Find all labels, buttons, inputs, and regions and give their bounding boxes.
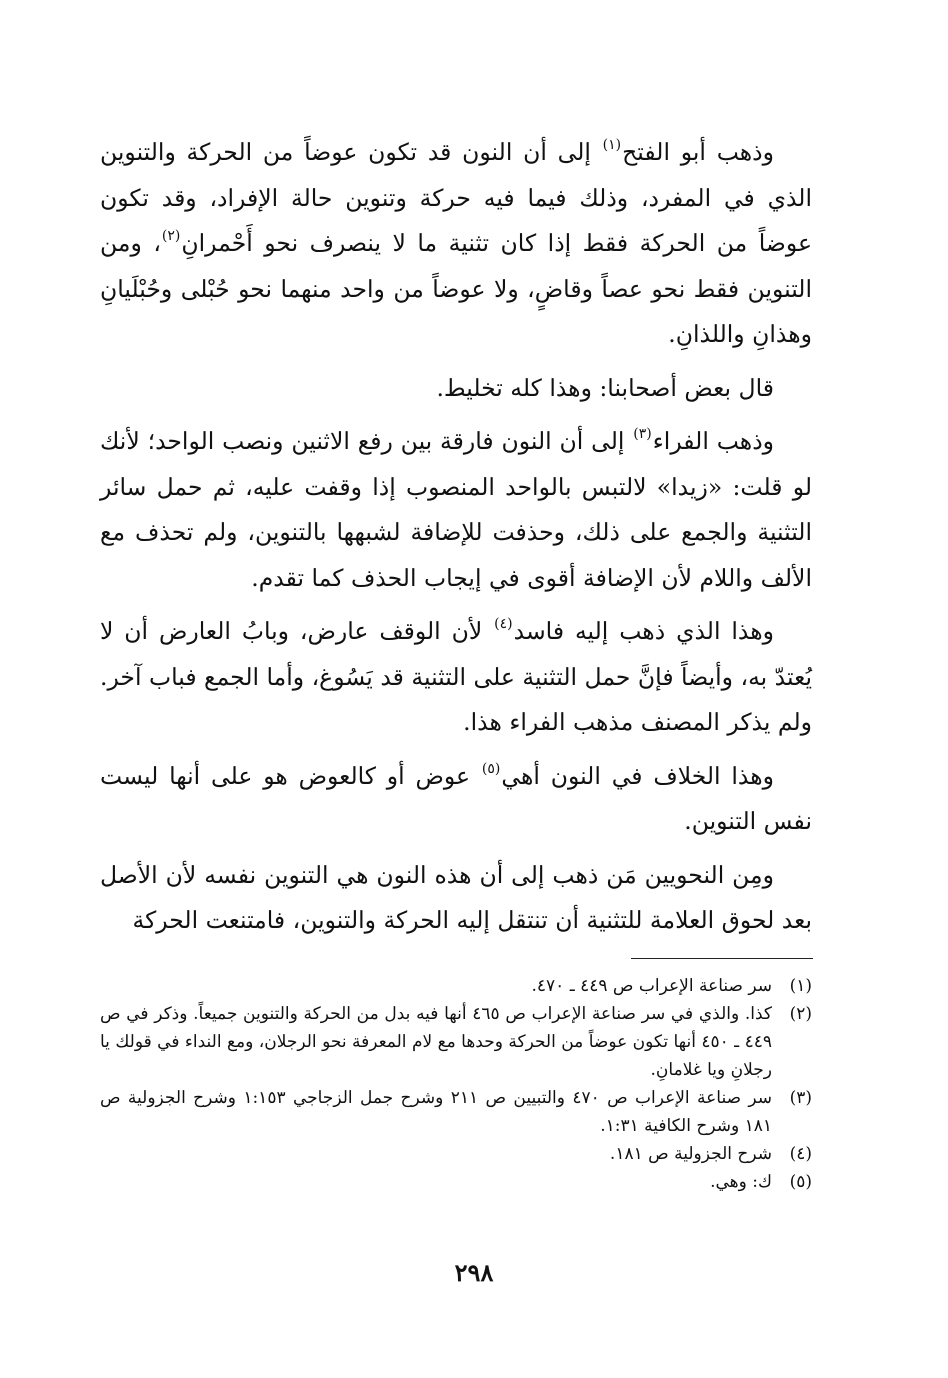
footnote-2: [100, 1000, 812, 1084]
footnote-ref-5[interactable]: (٥): [481, 760, 501, 777]
footnote-ref-3[interactable]: (٣): [633, 426, 652, 442]
paragraph-text: ، ومن التنوين فقط نحو عصاً وقاضٍ، ولا عوضاً من واحد منهما نحو حُبْلى وحُبْلَيانِ وهذانِ واللذانِ.: [100, 229, 812, 348]
footnote-text: كذا. والذي في سر صناعة الإعراب ص ٤٦٥ أنها فيه بدل من الحركة والتنوين جميعاً. وذكر في ص ٤٤٩ ـ ٤٥٠ أنها تكون عوضاً من الحركة وحدها مع لام المعرفة نحو الرجلان، ومع النداء في قولك يا رجلانِ ويا غلامانِ.: [100, 1004, 773, 1080]
main-text: [100, 130, 812, 952]
footnote-text: سر صناعة الإعراب ص ٤٧٠ والتبيين ص ٢١١ وشرح جمل الزجاجي ١:١٥٣ وشرح الجزولية ص ١٨١ وشرح الكافية ١:٣١.: [100, 1088, 772, 1136]
paragraph-1: [100, 130, 812, 358]
paragraph-text: وهذا الخلاف في النون أهي: [501, 761, 775, 790]
footnote-text: سر صناعة الإعراب ص ٤٤٩ ـ ٤٧٠.: [531, 976, 772, 996]
paragraph-text: قال بعض أصحابنا: وهذا كله تخليط.: [436, 373, 774, 402]
paragraph-4: [100, 609, 812, 746]
footnote-4: [100, 1140, 812, 1168]
footnote-5: [100, 1168, 812, 1196]
footnote-number: (١): [789, 976, 812, 996]
footnote-number: (٢): [789, 1004, 812, 1024]
paragraph-text: عوض أو كالعوض هو على أنها ليست نفس التنوين.: [100, 761, 812, 835]
footnote-number: (٣): [789, 1088, 812, 1108]
paragraph-text: لأن الوقف عارض، وبابُ العارض أن لا يُعتدّ به، وأيضاً فإنَّ حمل التثنية على التثنية قد يَسُوغ، وأما الجمع فباب آخر. ولم يذكر المصنف مذهب الفراء هذا.: [100, 617, 812, 736]
page-number: ٢٩٨: [454, 1258, 494, 1287]
footnote-ref-4[interactable]: (٤): [494, 616, 513, 632]
footnote-3: [100, 1084, 812, 1140]
footnote-text: ك: وهي.: [710, 1172, 772, 1192]
footnote-text: شرح الجزولية ص ١٨١.: [609, 1144, 772, 1164]
footnote-ref-2[interactable]: (٢): [161, 228, 181, 244]
paragraph-6: [100, 853, 812, 944]
paragraph-2: [100, 366, 812, 412]
footnote-1: [100, 972, 812, 1000]
footnote-number: (٥): [789, 1172, 812, 1192]
footnote-divider: [631, 958, 813, 959]
footnote-number: (٤): [789, 1144, 812, 1164]
paragraph-text: وهذا الذي ذهب إليه فاسد: [513, 617, 774, 645]
paragraph-text: إلى أن النون فارقة بين رفع الاثنين ونصب الواحد؛ لأنك لو قلت: «زيدا» لالتبس بالواحد المنصوب إذا وقفت عليه، ثم حمل سائر التثنية والجمع على ذلك، وحذفت للإضافة لشبهها بالتنوين، ولم تحذف مع الألف واللام لأن الإضافة أقوى في إيجاب الحذف كما تقدم.: [100, 427, 812, 592]
paragraph-text: وذهب الفراء: [652, 427, 775, 455]
paragraph-5: [100, 754, 812, 845]
paragraph-text: إلى أن النون قد تكون عوضاً من الحركة والتنوين الذي في المفرد، وذلك فيما فيه حركة وتنوين حالة الإفراد، وقد تكون عوضاً من الحركة فقط إذا كان تثنية ما لا ينصرف نحو أَحْمرانِ: [100, 138, 812, 257]
paragraph-text: ومِن النحويين مَن ذهب إلى أن هذه النون هي التنوين نفسه لأن الأصل بعد لحوق العلامة للتثنية أن تنتقل إليه الحركة والتنوين، فامتنعت الحركة: [100, 860, 812, 934]
footnotes: [100, 972, 812, 1196]
footnote-ref-1[interactable]: (١): [602, 137, 622, 153]
paragraph-3: [100, 419, 812, 601]
paragraph-text: وذهب أبو الفتح: [622, 138, 774, 166]
